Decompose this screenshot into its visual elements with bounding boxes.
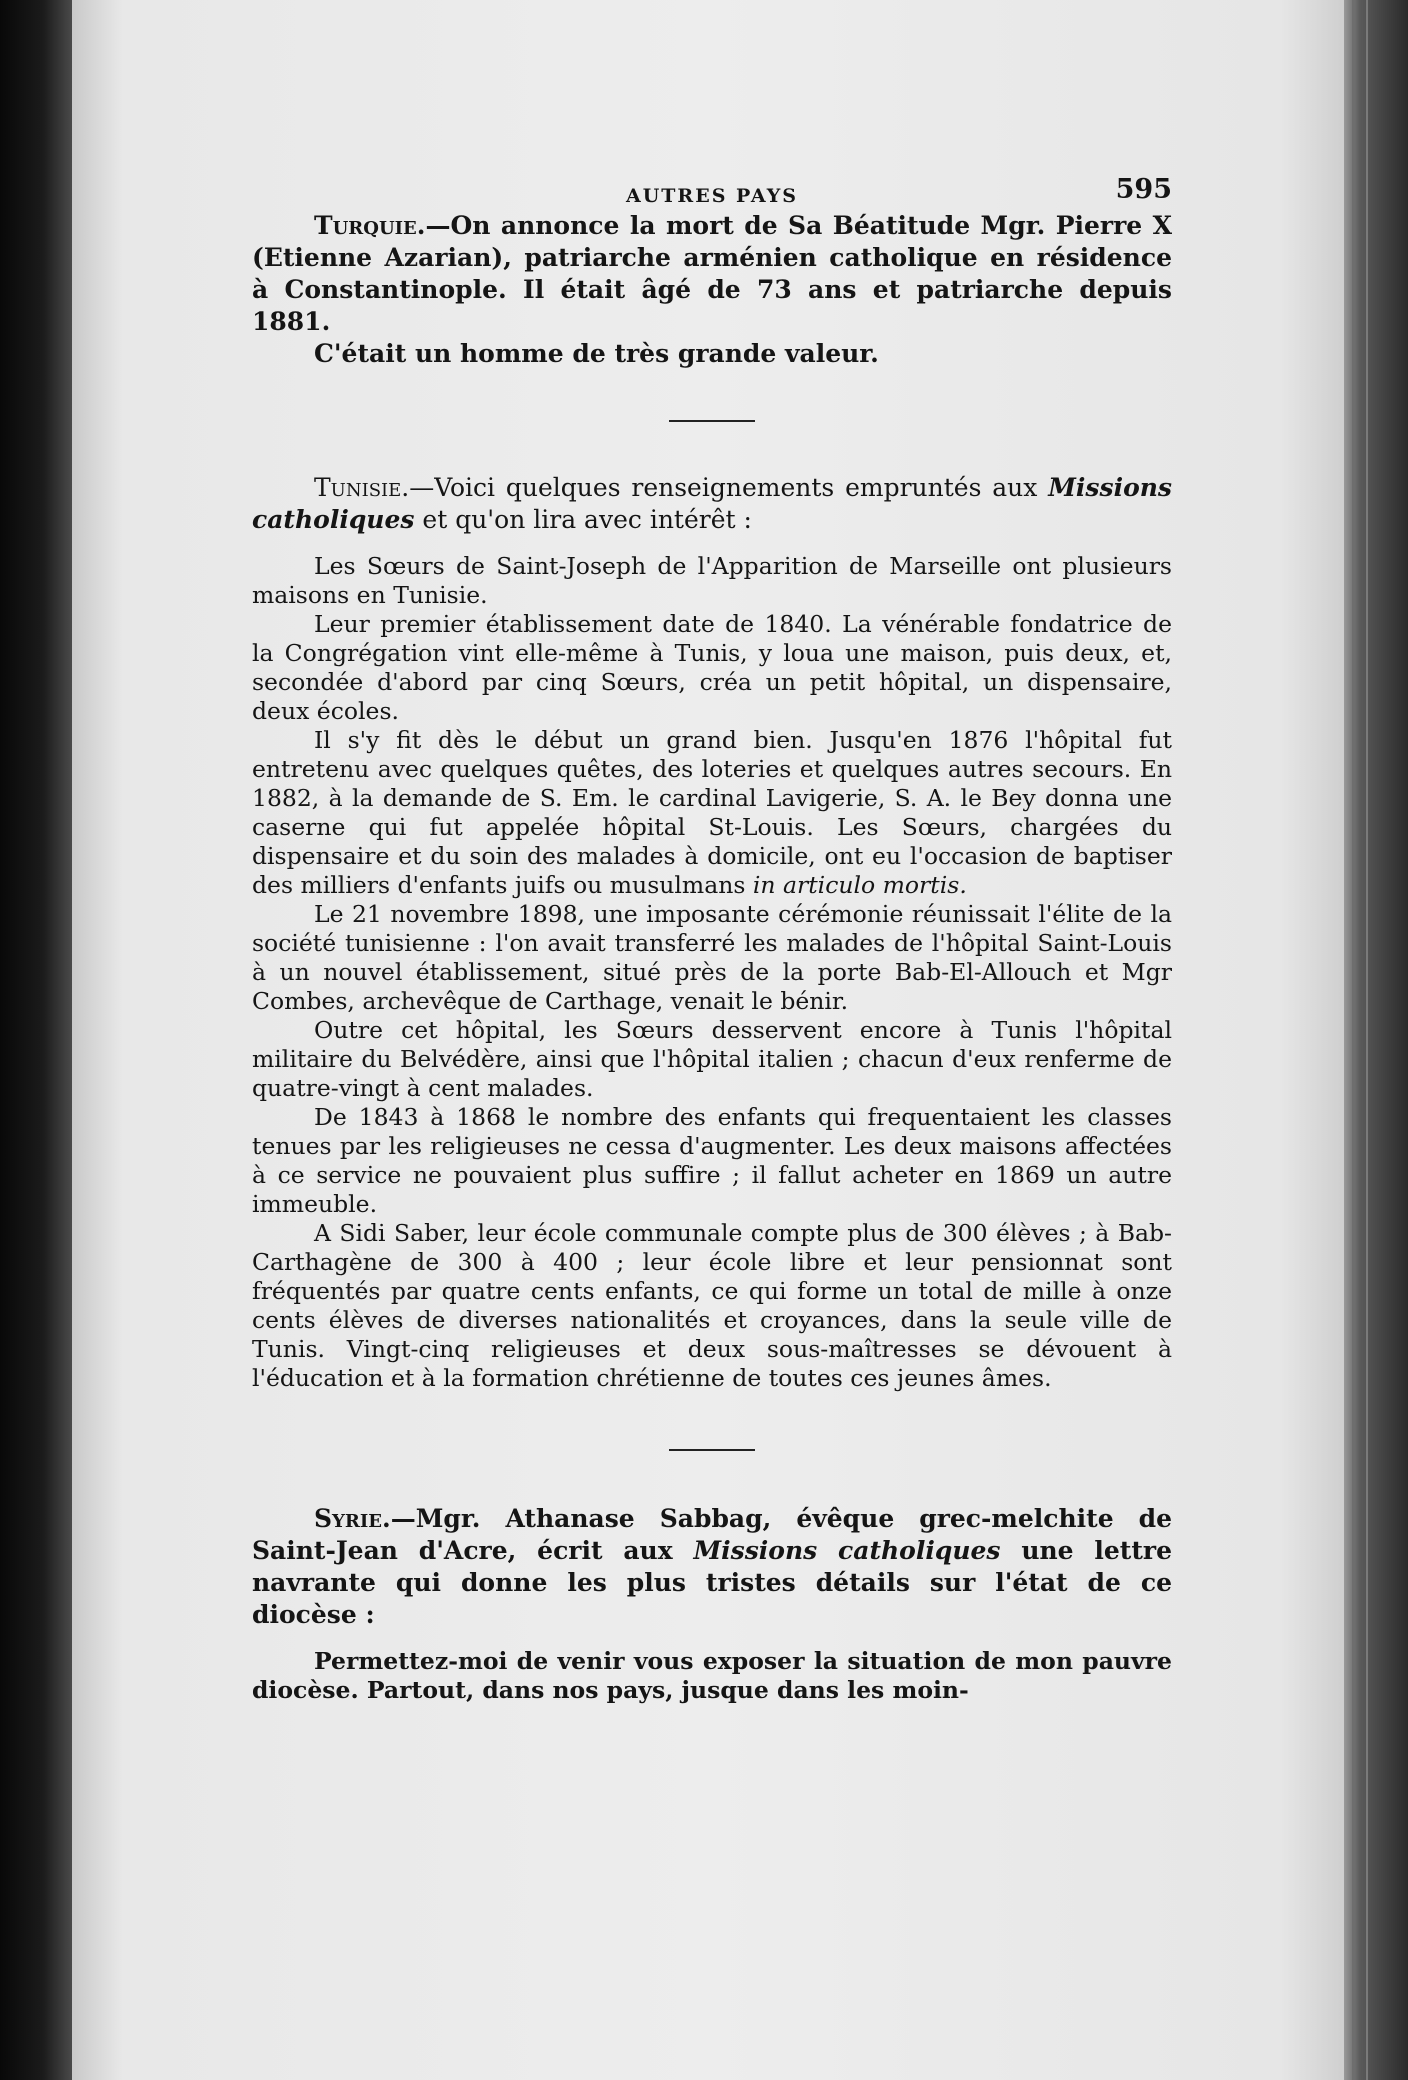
page-number: 595	[1115, 174, 1172, 205]
quote-paragraph-7: A Sidi Saber, leur école communale compte plus de 300 élèves ; à Bab-Carthagène de 300 à 400 ; leur école libre et leur pensionnat sont fréquentés par quatre cents enfants, ce qui forme un total de mille à onze cents élèves de diverses nationalités et croyances, dans la seule ville de Tunis. Vingt-cinq religieuses et deux sous-maîtresses se dévouent à l'éducation et à la formation chrétienne de toutes ces jeunes âmes.	[252, 1219, 1172, 1392]
section-divider	[669, 420, 755, 422]
paragraph-turquie	[252, 210, 1172, 338]
syrie-text-b: une lettre navrante qui donne les plus tristes détails sur l'état de ce diocèse :	[252, 1536, 1172, 1629]
page-text	[252, 170, 1172, 1705]
section-lead-syrie: Syrie.	[314, 1504, 391, 1533]
paragraph-syrie	[252, 1503, 1172, 1631]
tunisie-intro-a: —Voici quelques renseignements empruntés aux	[409, 473, 1049, 502]
quote-paragraph-3	[252, 726, 1172, 900]
quote-paragraph-4: Le 21 novembre 1898, une imposante cérémonie réunissait l'élite de la société tunisienne : l'on avait transferré les malades de l'hôpital Saint-Louis à un nouvel établissement, situé près de la porte Bab-El-Allouch et Mgr Combes, archevêque de Carthage, venait le bénir.	[252, 900, 1172, 1015]
syrie-text-a: —Mgr. Athanase Sabbag, évêque grec-melchite de Saint-Jean d'Acre, écrit aux	[252, 1504, 1172, 1565]
quote-3-text: Il s'y fit dès le début un grand bien. Jusqu'en 1876 l'hôpital fut entretenu avec quelques quêtes, des loteries et quelques autres secours. En 1882, à la demande de S. Em. le cardinal Lavigerie, S. A. le Bey donna une caserne qui fut appelée hôpital St-Louis. Les Sœurs, chargées du dispensaire et du soin des malades à domicile, ont eu l'occasion de baptiser des milliers d'enfants juifs ou musulmans	[252, 726, 1172, 899]
quote-syrie-1: Permettez-moi de venir vous exposer la situation de mon pauvre diocèse. Partout, dans nos pays, jusque dans les moin-	[252, 1647, 1172, 1704]
quote-paragraph-1: Les Sœurs de Saint-Joseph de l'Apparition de Marseille ont plusieurs maisons en Tunisie.	[252, 552, 1172, 609]
paragraph-tunisie-intro	[252, 472, 1172, 536]
running-head	[252, 170, 1172, 210]
turquie-text: —On annonce la mort de Sa Béatitude Mgr. Pierre X (Etienne Azarian), patriarche arménien catholique en résidence à Constantinople. Il était âgé de 73 ans et patriarche depuis 1881.	[252, 211, 1172, 336]
section-lead-turquie: Turquie.	[314, 211, 426, 240]
syrie-source: Missions catholiques	[693, 1536, 1001, 1565]
book-page-edges-right	[1344, 0, 1408, 2080]
running-title: AUTRES PAYS	[625, 185, 799, 207]
quote-paragraph-6: De 1843 à 1868 le nombre des enfants qui frequentaient les classes tenues par les religieuses ne cessa d'augmenter. Les deux maisons affectées à ce service ne pouvaient plus suffire ; il fallut acheter en 1869 un autre immeuble.	[252, 1103, 1172, 1218]
section-lead-tunisie: Tunisie.	[314, 473, 410, 502]
book-page	[72, 0, 1344, 2080]
quote-paragraph-5: Outre cet hôpital, les Sœurs desservent encore à Tunis l'hôpital militaire du Belvédère, ainsi que l'hôpital italien ; chacun d'eux renferme de quatre-vingt à cent malades.	[252, 1016, 1172, 1102]
quote-3-italic: in articulo mortis.	[752, 871, 967, 899]
quote-paragraph-2: Leur premier établissement date de 1840. La vénérable fondatrice de la Congrégation vint elle-même à Tunis, y loua une maison, puis deux, et, secondée d'abord par cinq Sœurs, créa un petit hôpital, un dispensaire, deux écoles.	[252, 610, 1172, 725]
tunisie-intro-source: Missions catholiques	[252, 473, 1172, 534]
book-gutter-left	[0, 0, 72, 2080]
tunisie-intro-b: et qu'on lira avec intérêt :	[414, 505, 752, 534]
paragraph-turquie-2: C'était un homme de très grande valeur.	[314, 339, 879, 368]
section-divider	[669, 1449, 755, 1451]
